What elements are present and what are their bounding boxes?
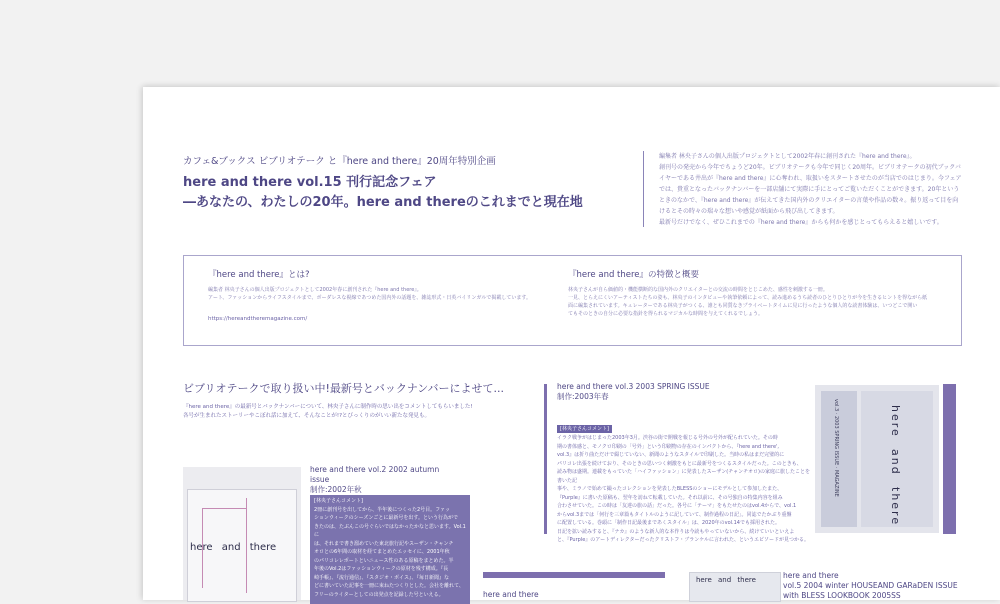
comment-tag: [林央子さんコメント] [314,498,363,504]
issue-vol3-comment [557,415,811,543]
info-about-line: 編集者 林央子さんの個人出版プロジェクトとして2002年春に創刊された『here and there』。 [208,287,422,293]
comment-line: パリコレ出張を続けており、そのときの思いつく刺激をもとに最新号をつくるスタイルだった。このときも、 [557,460,802,467]
cover-vol3 [815,385,939,533]
magazine-link[interactable]: https://hereandtheremagazine.com/ [208,316,308,322]
comment-line: 事や、ミラノで始めて撮ったコレクションを発表したBLESSのショーにモデルとして参加したまた、 [557,486,783,492]
page-sheet [143,87,1000,600]
cover-vol3-word: and [889,449,902,476]
issue-vol5-heading [783,571,998,601]
comment-line: 日記を拡い読みすると、『ナカ』のような新人的な本作りは今読もやっていないから、続けていいといえよ [557,528,795,535]
cover-vol3-spine [821,391,857,527]
info-features [568,268,948,318]
comment-line: と、『Purple』のアートディレクターだったクリストフ・ブランケルに言われた、というエピソードが見つかる。 [557,537,809,543]
info-features-line: 面に編集されています。キュレーターである林央子がつくる、誰とも同質なきプライベートタイムに見に行ったような個人的な読書体験は、いつどこで開い [568,303,918,309]
intro-line: けるとその時々の瑞々な想いや感覚が紙面から飛び出してきます。 [659,208,839,215]
cover-vol3-front [861,391,933,527]
intro-line: 創刊号の発売から今年でちょうど20年。ビブリオテークも今年で同じく20周年。ビブリオテークの初代ブックバ [659,164,961,171]
info-box [183,255,962,346]
info-features-line: てもそのときの自分に必要な指針を得られるマジカルな時間を与えてくれるでしょう。 [568,311,763,317]
cover-vol3-spine-text: vol.3 · 2003 SPRING ISSUE · MAGAZINE [833,399,839,497]
comment-text [557,434,811,545]
comment-line: 合わさせていた。この時は「友達の旅の話」だった。各号に「テーマ」をもたせたのはvol.4からで、vol.1 [557,503,797,509]
info-features-heading: 『here and there』の特徴と概要 [568,270,700,280]
cover-vol5-title [696,576,756,584]
issue-vol3-side-bar [943,384,956,534]
cover-vol2-page [187,489,297,602]
comment-line: どに書いていた記事を一冊に束ねたつくりとした。会社を離れて、フリーのライターとしての出発点を記録した号といえる。 [314,583,464,598]
comment-text [314,506,466,600]
intro-line: では、貴重となったバックナンバーを一部店舗にて実際に手にとってご覧いただくことができます。20年という [659,186,960,193]
cover-vol5 [689,572,781,602]
issue-vol2-comment [310,495,470,604]
cover-vol3-word: there [889,487,902,527]
issue-vol5-subtitle: vol.5 2004 winter HOUSEAND GARaDEN ISSUE [783,581,958,590]
info-about-line: アート、ファッションからライフスタイルまで、ボーダレスな視線であつめた国内外の話題を、雑誌形式・日英バイリンガルで掲載しています。 [208,295,531,301]
cover-vol2-title [190,542,276,553]
comment-line: 読み物は盛期。連載をもっていた「ハイファッション」に発表したスーザン(チャンチオロ)の家庭に旅したことを書いた記 [557,469,810,484]
comment-line: のパリコレレポートといニュース性のある原稿をまとめた。半 [314,557,454,564]
info-about [208,268,538,322]
section-description-line: 各号が生まれたストーリーやこぼれ話に加えて、そんなことが!?とびっくりのがいい新たな発見も。 [183,413,431,419]
issue-vol2-title: here and there vol.2 2002 autumn issue [310,465,440,484]
info-features-text [568,286,948,318]
section-title: ビブリオテークで取り扱い中!最新号とバックナンバーによせて... [183,382,505,395]
comment-line: 期の書体感と、モノクロ印刷の「号外」という印刷物の存在のインパクトから、『here and there', [557,443,779,450]
comment-line: オロとの6年間の取材を経てまとめたエッセイに、2001年秋 [314,549,450,555]
cover-vol3-word: here [889,405,902,438]
issue-vol3-accent-bar [544,384,547,534]
issue-next-accent-bar [483,572,665,578]
cover-word: here [696,576,712,584]
comment-line: 崎手帳』、『流行通信』、『スタジオ・ボイス』、『毎日新聞』な [314,574,449,581]
cover-word: there [249,542,277,553]
issue-vol3-heading [557,382,807,402]
comment-tag: [林央子さんコメント] [557,425,612,433]
issue-vol3-subtitle: 制作:2003年春 [557,392,609,401]
info-features-line: 林央子さんが自ら価値的・機能横断的な国内外のクリエイターとの交流の時間をとじこめた、感性を刺激する一冊。 [568,287,828,293]
comment-line: 『Purple』に書いた原稿も、翌年を訪ねて転載していた。それ以前に、その号独自の特集内容を組み [557,494,783,501]
header-kicker: カフェ&ブックス ビブリオテーク と『here and there』20周年特別企画 [183,156,496,167]
comment-line: vol.3』は折り曲ただけで綴じていない、新聞のようなスタイルで印刷した。当時の私はまだ完璧的に [557,452,785,458]
cover-vol2-line [202,508,246,509]
cover-word: and [221,542,241,553]
page-title [183,173,653,213]
comment-line: ションウィークのシーズンごとに最新号を出す。という行為がで [314,515,458,521]
intro-text [659,151,971,228]
header-divider [643,151,644,227]
intro-line: イヤーである井出が『here and there』に心奪われ、取扱いをスタートさせたのが当店でのはじまり。今フェア [659,175,962,182]
cover-word: there [737,576,756,584]
info-features-line: 一見、とらえにくいアーティストたちの姿も、林央子のインタビューや執筆依頼によって、読み進めるうち読者のひとりひとりが今を生きるヒントを得ながら紙 [568,295,928,301]
intro-line: 最新号だけでなく、ぜひこれまでの『here and there』からも何かを感じとってもらえると嬉しいです。 [659,219,943,226]
comment-line: イラク戦争がはじまった2003年3月。渋谷の街で開戦を報じる号外の号外が配られていた。その時 [557,435,778,441]
intro-line: ときのなかで、『here and there』が伝えてきた国内外のクリエイターの言葉や作品の数々。振り返って目を向 [659,197,959,204]
comment-line: に配置している。巻頭に「制作日記最後まであくスタイル」は、2020年のvol.14でも採用された。 [557,520,780,526]
intro-line: 編集者 林央子さんの個人出版プロジェクトとして2002年春に創刊された『here and there』。 [659,153,916,160]
cover-vol2 [183,467,301,600]
cover-word: here [190,542,213,553]
issue-vol5-subtitle-2: with BLESS LOOKBOOK 2005SS [783,591,901,600]
comment-line: は、それまで書き溜めていた東北旅行記やスーザン・チャンチ [314,540,454,547]
info-about-text [208,286,538,302]
section-description [183,403,523,421]
comment-line: きたのは、たぶんこの号ぐらいではなかったかなと思います。Vol.1に [314,523,466,538]
issue-next-title: here and there [483,590,539,599]
issue-vol2-subtitle: 制作:2002年秋 [310,485,362,494]
comment-line: 年後のVol.2はファッションウィークの原材を残す構成。『長 [314,566,449,572]
page-title-line-2: ―あなたの、わたしの20年。here and thereのこれまでと現在地 [183,195,583,210]
page-title-line-1: here and there vol.15 刊行記念フェア [183,175,437,190]
issue-vol2-heading [310,465,460,495]
comment-line: からvol.3までは「何行を三章篇もタイトルのように記していて、制作過程の日記」。同誌でたかぶり重盤 [557,511,792,518]
info-about-heading: 『here and there』とは? [208,270,310,280]
issue-vol3-title: here and there vol.3 2003 SPRING ISSUE [557,382,710,391]
cover-word: and [718,576,732,584]
section-description-line: 『here and there』の最新号とバックナンバーについて、林央子さんに制作時の思い出をコメントしてもらいました! [183,404,473,410]
issue-vol5-title: here and there [783,571,839,580]
comment-line: 2冊に創刊号を出してから、半年後につくった2号目。ファッ [314,506,451,513]
